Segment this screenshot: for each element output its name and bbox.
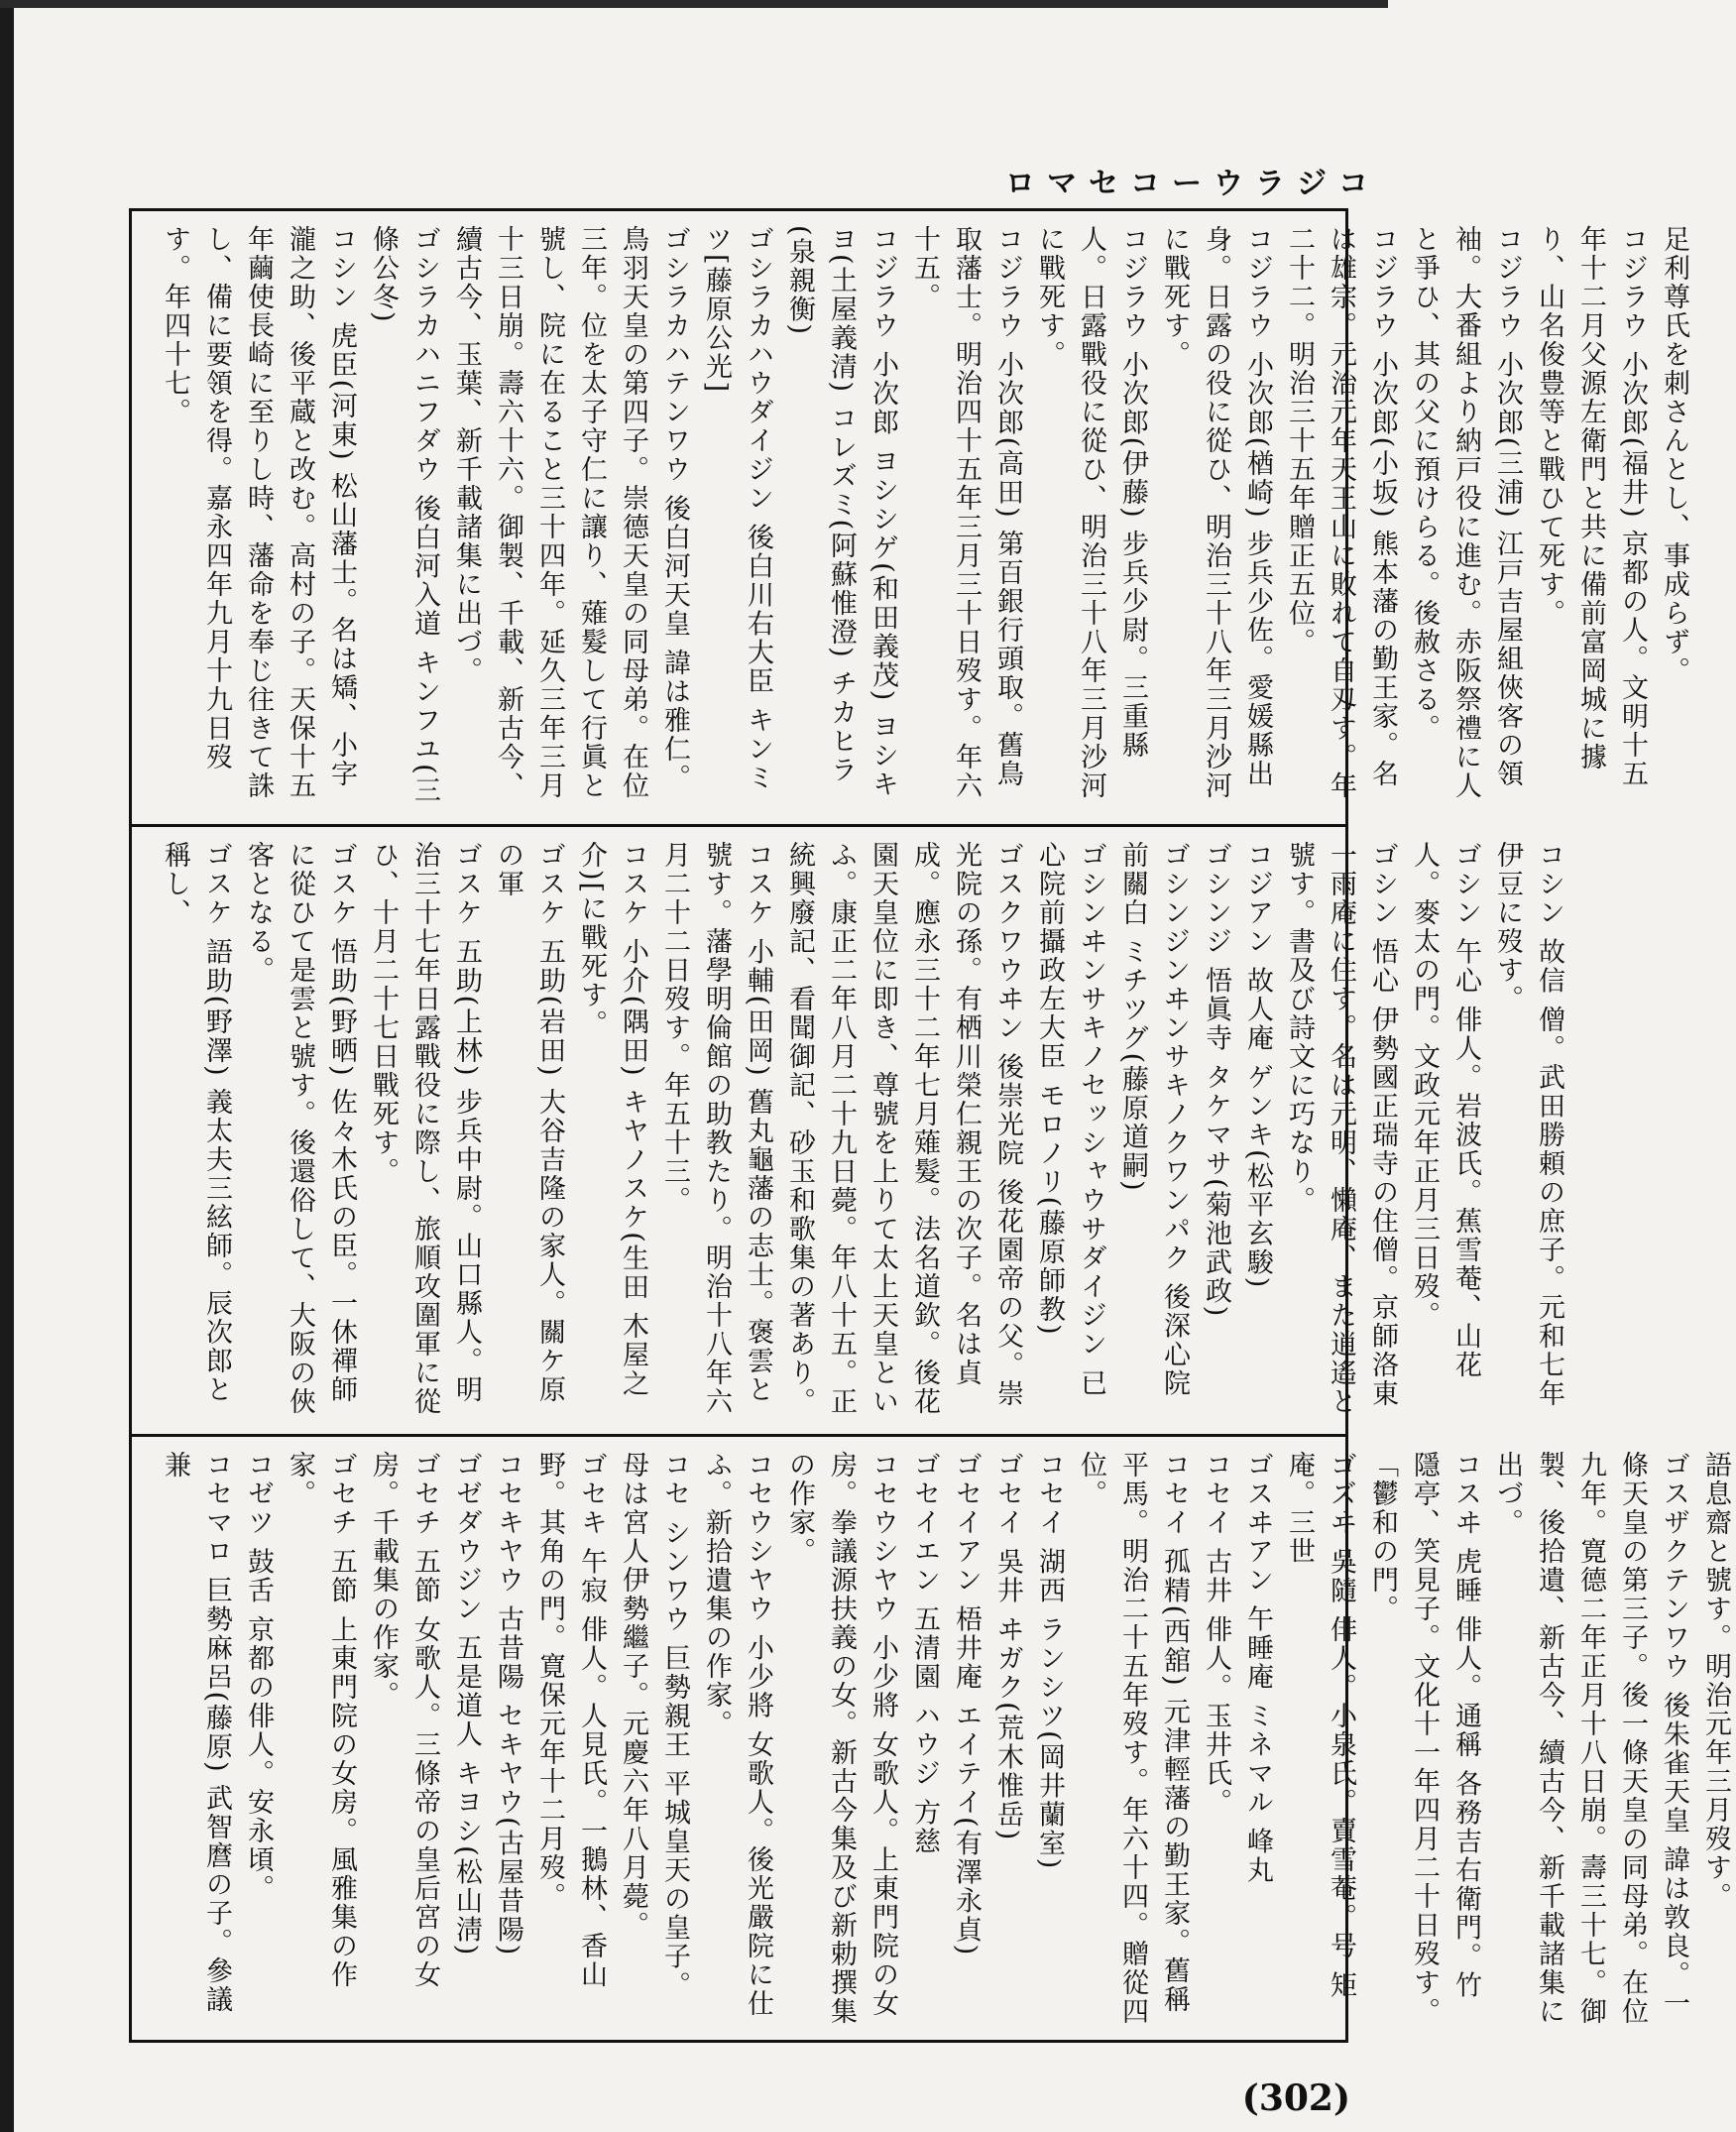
dictionary-entry: ゴセイアン 梧井庵 エイテイ(有澤永貞) <box>951 1451 982 1957</box>
dictionary-entry: ゴセキ 午寂 俳人。人見氏。一鵝林、香山野。其角の門。寛保元年十二月歿。 <box>534 1451 607 1990</box>
dictionary-entry: コジラウ 小次郎(三浦) 江戸吉屋組俠客の領袖。大番組より納戸役に進む。赤阪祭禮に人と爭ひ、其の父に預けらる。後赦さる。 <box>1409 225 1523 800</box>
dictionary-entry: コセイ 古井 俳人。玉井氏。 <box>1201 1451 1231 1818</box>
dictionary-entry: ゴスクワウヰン 後崇光院 後花園帝の父。崇光院の孫。有栖川榮仁親王の次子。名は貞成。應永三十二年七月薙髮。法名道欽。後花園天皇位に即き、尊號を上りて太上天皇といふ。康正二年八月二十九日薨。年八十五。正統興廢記、看聞御記、砂玉和歌集の著あり。 <box>784 841 1023 1416</box>
dictionary-entry: コセウシヤウ 小少將 女歌人。後光嚴院に仕ふ。新拾遺集の作家。 <box>701 1451 773 2019</box>
dictionary-entry: コジラウ 小次郎 ヨシシゲ(和田義茂) ヨシキヨ(土屋義清) コレズミ(阿蘇惟澄) チカヒラ(泉親衡) <box>784 225 898 799</box>
dictionary-entry: ゴシンヰンサキノセッシャウサダイジン 已心院前攝政左大臣 モロノリ(藤原師教) <box>1034 841 1106 1398</box>
dictionary-entry: ゴスケ 五助(岩田) 大谷吉隆の家人。關ケ原の軍 <box>493 841 565 1405</box>
dictionary-entry: コセウシヤウ 小少將 女歌人。上東門院の女房。拳議源扶義の女。新古今集及び新勅撰集の作家。 <box>784 1451 898 2026</box>
dictionary-entry: ゴスヰアン 午睡庵 ミネマル 峰丸 <box>1242 1451 1273 1885</box>
dictionary-entry: 語息齋と號す。明治元年三月歿す。 <box>1700 1451 1731 1911</box>
dictionary-entry: 足利尊氏を刺さんとし、事成らず。 <box>1659 225 1689 685</box>
middle-band <box>132 827 1564 1434</box>
dictionary-entry: ゴセチ 五節 女歌人。三條帝の皇后宮の女房。千載集の作家。 <box>368 1451 440 1990</box>
dictionary-entry: コセキヤウ 古昔陽 セキヤウ(古屋昔陽) <box>493 1451 523 1957</box>
dictionary-entry: ゴシン 悟心 伊勢國正瑞寺の住僧。京師洛東一雨庵に住す。名は元明、懶庵、また逍遙と號す。書及び詩文に巧なり。 <box>1284 841 1398 1416</box>
dictionary-entry: ゴシラカハニフダウ 後白河入道 キンフユ(三條公冬) <box>368 225 440 805</box>
dictionary-entry: コスケ 小介(隅田) キヤノスケ(生田 木屋之介)[に戰死す。 <box>576 841 648 1399</box>
dictionary-entry: ゴゼダウジン 五是道人 キヨシ(松山淸) <box>451 1451 482 1957</box>
dictionary-entry: コジラウ 小次郎(高田) 第百銀行頭取。舊鳥取藩士。明治四十五年三月三十日歿す。年六十五。 <box>909 225 1023 800</box>
dictionary-entry: コシン 故信 僧。武田勝頼の庶子。元和七年伊豆に歿す。 <box>1492 841 1564 1409</box>
lower-band <box>132 1437 1731 2042</box>
dictionary-entry: コセ シンワウ 巨勢親王 平城皇天の皇子。母は宮人伊勢繼子。元慶六年八月薨。 <box>618 1451 690 2000</box>
dictionary-entry: コセマロ 巨勢麻呂(藤原) 武智麿の子。參議兼 <box>160 1451 232 2015</box>
dictionary-entry: コスヰ 虎睡 俳人。通稱 各務吉右衛門。竹隱亭、笑見子。文化十一年四月二十日歿す。「鬱和の門。 <box>1367 1451 1481 2026</box>
dictionary-entry: ゴシラカハウダイジン 後白川右大臣 キンミツ[藤原公光] <box>701 225 773 793</box>
dictionary-entry: コジラウ 小次郎(小坂) 熊本藩の勤王家。名は雄宗。元治元年天王山に敗れて自刄す。年二十二。明治三十五年贈正五位。 <box>1284 225 1398 800</box>
dictionary-entry: ゴスケ 五助(上林) 步兵中尉。山口縣人。明治三十七年日露戰役に際し、旅順攻圍軍に從ひ、十月二十七日戰死す。 <box>368 841 482 1416</box>
dictionary-entry: ゴセチ 五節 上東門院の女房。風雅集の作家。 <box>285 1451 357 1990</box>
dictionary-entry: ゴシンジンヰンサキノクワンパク 後深心院前關白 ミチツグ(藤原道嗣) <box>1117 841 1190 1398</box>
dictionary-entry: コセイ 湖西 ランシツ(岡井蘭室) <box>1034 1451 1065 1871</box>
dictionary-entry: ゴセイエン 五清園 ハウジ 方慈 <box>909 1451 940 1856</box>
dictionary-entry: コセイ 孤精(西舘) 元津輕藩の勤王家。舊稱平馬。明治二十五年歿す。年六十四。贈從四位。 <box>1076 1451 1190 2026</box>
upper-entries <box>154 225 1694 810</box>
dictionary-entry: ゴセイ 吳井 ヰガク(荒木惟岳) <box>992 1451 1023 1842</box>
page-number: (302) <box>1241 2077 1350 2119</box>
dictionary-entry: ゴシン 午心 俳人。岩波氏。蕉雪菴、山花人。麥太の門。文政元年正月三日歿。 <box>1409 841 1481 1380</box>
page-frame <box>129 208 1731 2043</box>
dictionary-entry: コジラウ 小次郎(福井) 京都の人。文明十五年十二月父源左衛門と共に備前富岡城に據り、山名俊豊等と戰ひて死す。 <box>1534 225 1648 789</box>
dictionary-entry: コシン 虎臣(河東) 松山藩士。名は矯、小字瀧之助、後平蔵と改む。高村の子。天保十五年繭使長崎に至りし時、藩命を奉じ往きて誅し、備に要領を得。嘉永四年九月十九日歿す。年四十七。 <box>160 225 357 800</box>
dictionary-entry: ゴシラカハテンワウ 後白河天皇 諱は雅仁。鳥羽天皇の第四子。崇德天皇の同母弟。在位三年。位を太子守仁に讓り、薙髮して行眞と號し、院に在ること三十四年。延久三年三月十三日崩。壽六十六。御製、千載、新古今、續古今、玉葉、新千載諸集に出づ。 <box>451 225 690 800</box>
dictionary-entry: ゴスケ 語助(野澤) 義太夫三絃師。辰次郎と稱し、 <box>160 841 232 1405</box>
dictionary-entry: コジアン 故人庵 ゲンキ(松平玄駿) <box>1242 841 1273 1290</box>
dictionary-entry: コゼツ 鼓舌 京都の俳人。安永頃。 <box>243 1451 274 1904</box>
scan-left-edge <box>0 0 14 2132</box>
dictionary-entry: コスケ 小輔(田岡) 舊丸龜藩の志士。褒雲と號す。藩學明倫館の助教たり。明治十八年六月二十二日歿す。年五十三。 <box>659 841 773 1416</box>
dictionary-entry: ゴスケ 悟助(野晒) 佐々木氏の臣。一休禪師に從ひて是雲と號す。後還俗して、大阪の俠客となる。 <box>243 841 357 1416</box>
dictionary-entry: ゴズヰ 吳隨 俳人。小泉氏。賣雪菴。号 矩庵。三世 <box>1284 1451 1356 2000</box>
running-header: ロマセコーウラジコ <box>1005 167 1380 201</box>
dictionary-entry: コジラウ 小次郎(楢崎) 步兵少佐。愛媛縣出身。日露の役に從ひ、明治三十八年三月沙河に戰死す。 <box>1159 225 1273 800</box>
lower-entries <box>154 1451 1736 2028</box>
dictionary-entry: コジラウ 小次郎(伊藤) 步兵少尉。三重縣人。日露戰役に從ひ、明治三十八年三月沙河に戰死す。 <box>1034 225 1148 800</box>
scan-top-edge <box>0 0 1388 8</box>
dictionary-entry: ゴシンジ 悟眞寺 タケマサ(菊池武政) <box>1201 841 1231 1319</box>
upper-band <box>132 211 1689 824</box>
dictionary-entry: ゴスザクテンワウ 後朱雀天皇 諱は敦良。一條天皇の第三子。後一條天皇の同母弟。在位九年。寛德二年正月十八日崩。壽三十七。御製、後拾遺、新古今、續古今、新千載諸集に出づ。 <box>1492 1451 1689 2026</box>
middle-entries <box>154 841 1569 1420</box>
